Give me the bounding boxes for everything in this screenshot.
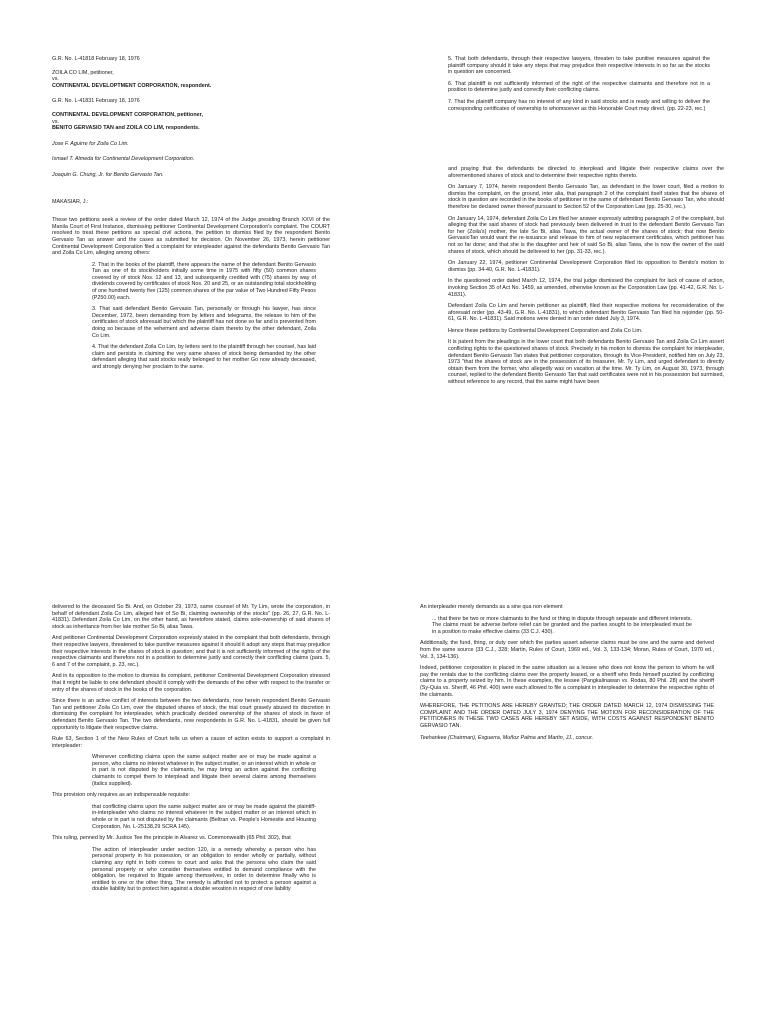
counsel-2: Ismael T. Almeda for Continental Development Corporation. xyxy=(52,156,195,163)
case-1-gr: G.R. No. L-41818 February 18, 1976 xyxy=(52,56,140,62)
right-paragraph-4: On January 22, 1974, petitioner Continental Development Corporation filed its opposition to Benito's motion to dismiss (pp. 34-40, G.R. No. L-41831). xyxy=(448,260,724,273)
case-2-respondent: BENITO GERVASIO TAN and ZOILA CO LIM, respondents. xyxy=(52,125,200,132)
case-1-vs: vs. xyxy=(52,76,59,83)
right-paragraph-1: and praying that the defendants be directed to interplead and litigate their respective claims over the aforementioned shares of stock and to determine their respective rights thereto. xyxy=(448,166,724,179)
case-1-petitioner: ZOILA CO LIM, petitioner, xyxy=(52,69,114,76)
bottom-right-paragraph-2: Indeed, petitioner corporation is placed in the same situation as a lessee who does not know the person to whom he will pay the rentals due to the conflicting claims over the property leased, or a sheriff who finds himself puzzled by conflicting claims to a property seized by him. In these examples, the lessee (Pangkalinawan vs. Rodas, 80 Phil. 28) and the sheriff (Sy-Quia vs. Sheriff, 46 Phil. 400) were each allowed to file a complaint in interpleader to determine the respective rights of the claimants. xyxy=(420,665,714,698)
bottom-left-paragraph-4: Since there is an active conflict of interests between the two defendants, now herein respondent Benito Gervasio Tan and petitioner Zoila Co Lim, over the disputed shares of stock, the trial court gravely abused its discretion in dismissing the complaint for interpleader, which practically decided ownership of the shares of stock in favor of defendant Benito Gervasio Tan. The two defendants, now respondents in G.R. No. L-41831, should be given full opportunity to litigate their respective claims. xyxy=(52,698,330,731)
requisite-intro: This provision only requires as an indispensable requisite: xyxy=(52,792,191,799)
case-2-gr: G.R. No. L-41831 February 18, 1976 xyxy=(52,98,140,105)
right-paragraph-8: It is patent from the pleadings in the lower court that both defendants Benito Gervasio Tan and Zoila Co Lim assert conflicting rights to the questioned shares of stock. Precisely in his motion to dismiss the complaint for interpleader, defendant Benito Gervasio Tan states that petitioner corporation, through its Vice-President, notified him on July 23, 1973 "that the shares of stock are in the possession of its treasurer, Mr. Ty Lim, and urged defendant to directly obtain them from the former, who allegedly was on vacation at the time. Mr. Ty Lim, on August 30, 1973, through counsel, replied to the defendant Benito Gervasio Tan that said certificates were not in his possession but surmised, without reference to any record, that the same might have been xyxy=(448,339,724,386)
lower-left-column xyxy=(52,604,330,898)
requisite-quote: that conflicting claims upon the same subject matter are or may be made against the plaintiff-in-interpleader who claims no interest whatever in the subject matter or an interest which in whole or in part is not disputed by the claimants (Beltran vs. People's Homesite and Housing Corporation, No. L-25138,29 SCRA 145). xyxy=(92,803,316,830)
upper-right-allegations xyxy=(448,56,710,117)
counsel-3: Joaquin G. Chung, Jr. for Benito Gervasio Tan. xyxy=(52,171,164,178)
bottom-right-paragraph-1: Additionally, the fund, thing, or duty over which the parties assert adverse claims must be one and the same and derived from the same source (33 C.J., 328; Martin, Rules of Court, 1969 ed., Vol. 3, 133-134; Moran, Rules of Court, 1970 ed., Vol. 3, 134-136). xyxy=(420,640,714,660)
case-2-vs: vs. xyxy=(52,118,59,125)
upper-right-column xyxy=(448,166,724,391)
case-1-respondent: CONTINENTAL DEVELOPTMENT CORPORATION, respondent. xyxy=(52,82,212,89)
counsel-1: Jose F. Aguirre for Zoila Co Lim. xyxy=(52,140,129,147)
ruling-quote: The action of interpleader under section 120, is a remedy whereby a person who has personal property in his possession, or an obligation to render wholly or partially, without claiming any right in both comes to court and asks that the persons who claim the said personal property or who consider themselves entitled to demand compliance with the obligation, be required to litigate among themselves, in order to determine finally who is entitled to one or the other thing. The remedy is afforded not to protect a person against a double liability but to protect him against a double vexation in respect of one liability xyxy=(92,846,316,893)
allegation-2: 2. That in the books of the plaintiff, there appears the name of the defendant Benito Gervasio Tan as one of its stockholders initially some time in 1975 with fifty (50) common shares covered by of stock Nos. 12 and 13, and subsequently credited with (75) shares by way of dividends covered by certificates of stock Nos. 20 and 25, or an outstanding total stockholding of one hundred twenty five (125) common shares of the par value of Two Hundred Fifty Pesos (P250.00) each. xyxy=(92,261,316,301)
bottom-left-paragraph-2: And petitioner Continental Development Corporation expressly stated in the complaint that both defendants, through their respective lawyers, threatened to take punitive measures against it should it adopt any steps that may prejudice their respective interests in the shares of stock in question; and that it is not sufficiently informed of the rights of the respective claimants and therefore not in a position to determine justly and correctly their conflicting claims (pars. 5, 6 and 7 of the complaint, p. 23, rec.). xyxy=(52,635,330,668)
intro-paragraph: These two petitions seek a review of the order dated March 12, 1974 of the Judge presiding Branch XXVI of the Manila Court of First Instance, dismissing petitioner Continental Development Corporation's complaint. The COURT resolved to treat these petitions as special civil actions, the petition to dismiss filed by the respondent Benito Gervasio Tan as answer and the cases as submitted for decision. On November 26, 1973, herein petitioner Continental Development Corporation filed a complaint for interpleader against the defendants Benito Gervasio Tan and Zoila Co Lim, alleging among others: xyxy=(52,217,330,257)
allegation-6: 6. That plaintiff is not sufficiently informed of the right of the respective claimants and therefore not in a position to determine justly and correctly their conflicting claims. xyxy=(448,80,710,94)
bottom-left-paragraph-3: And in its opposition to the motion to dismiss its complaint, petitioner Continental Development Corporation stressed that it might be liable to one defendant should it comply with the demands of the other with respect to the transfer or entry of the shares of stock in the books of the corporation. xyxy=(52,673,330,693)
interpleader-intro: An interpleader merely demands as a sine qua non element xyxy=(420,604,563,610)
interpleader-quote: ... that there be two or more claimants to the fund or thing in dispute through separate and different interests. The claims must be adverse before relief can be granted and the parties sought to be interpleaded must be in a position to make effective claims (33 C.J. 430). xyxy=(432,615,692,635)
allegation-5: 5. That both defendants, through their respective lawyers, threaten to take punitive measures against the plaintiff company should it take any steps that may prejudice their respective interests in so far as the stocks in question are concerned. xyxy=(448,56,710,76)
allegation-3: 3. That said defendant Benito Gervasio Tan, personally or through his lawyer, has since December, 1972, been demanding from by letters and telegrams, the release to him of the certificates of stock aforesaid but which the plaintiff has not done so far and is prevented from doing so because of the vehement and adverse claim thereto by the other defendant, Zoila Co Lim. xyxy=(92,306,316,339)
right-paragraph-6: Defendant Zoila Co Lim and herein petitioner as plaintiff, filed their respective motions for reconsideration of the aforesaid order (pp. 43-49, G.R. No. L-41831), to which defendant Benito Gervasio Tan filed his rejoinder (pp. 50-61, G.R. No. L-41831). Said motions were denied in an order dated July 3, 1974. xyxy=(448,303,724,323)
ponente: MAKASIAR, J.: xyxy=(52,198,89,205)
dispositive-portion: WHEREFORE, THE PETITIONS ARE HEREBY GRANTED; THE ORDER DATED MARCH 12, 1974 DISMISSING THE COMPLAINT AND THE ORDER DATED JULY 3, 1974 DENYING THE MOTION FOR RECONSIDERATION OF THE PETITIONERS IN THESE TWO CASES ARE HEREBY SET ASIDE, WITH COSTS AGAINST RESPONDENT BENITO GERVASIO TAN. xyxy=(420,703,714,729)
right-paragraph-5: In the questioned order dated March 12, 1974, the trial judge dismissed the complaint for lack of cause of action, invoking Section 35 of Act No. 1459, as amended, otherwise known as the Corporation Law (pp. 41-42, G.R. No. L-41831). xyxy=(448,278,724,298)
lower-right-column xyxy=(420,604,714,746)
ruling-intro: This ruling, penned by Mr. Justice Tee the principle in Alvarez vs. Commonwealth (65 Phil. 302), that xyxy=(52,835,291,842)
concurrence: Teehankee (Chairman), Esguerra, Muñoz Palma and Martin, JJ., concur. xyxy=(420,734,594,741)
right-paragraph-2: On January 7, 1974, herein respondent Benito Gervasio Tan, as defendant in the lower court, filed a motion to dismiss the complaint, on the ground, inter alia, that paragraph 2 of the complaint itself states that the shares of stock in question are recorded in the books of petitioner in the same of defendant Benito Gervasio Tan, who should therefore be declared owner thereof pursuant to Section 52 of the Corporation Law (pp. 25-30, rec.). xyxy=(448,184,724,210)
right-paragraph-3: On January 14, 1974, defendant Zoila Co Lim filed her answer expressly admiting paragraph 2 of the complaint, but alleging that the said shares of stock had previously been delivered in trust to the defendant Benito Gervasio Tan for her (Zoila's) mother, the late So Bi, alias Tawa, the actual owner of the shares of stock; that now Benito GervasioTan would want the re-issuance and release to him of new replacement certificates, which petitioner has not so far done; and that she is the daughter and heir of said So Bi, alias Tawa, she is now the owner of the said shares of stock, which should be delivered to her (pp. 31-33, rec.). xyxy=(448,215,724,255)
bottom-left-paragraph-1: delivered to the deceased So Bi. And, on October 29, 1973, same counsel of Mr. Ty Lim, wrote the corporation, in behalf of defendant Zoila Co Lim, alleged heir of So Bi, claiming ownership of the stocks" (pp. 26, 27, G.R. No. L-41831). Defendant Zoila Co Lim, on the other hand, as heretofore stated, claims sole-ownership of said shares of stock as inheritance from her late mother So Bi, alias Tawa. xyxy=(52,604,330,630)
right-paragraph-7: Hence these petitions by Continental Development Corporation and Zoila Co Lim. xyxy=(448,327,643,334)
upper-left-column xyxy=(52,56,330,376)
rule-63-quote: Whenever conflicting claims upon the same subject matter are or may be made against a person, who claims no interest whatever in the subject matter, or an interest which in whole or in part is not disputed by the claimants, he may bring an action against the conflicting claimants to compel them to interplead and litigate their several claims among themselves (italics supplied). xyxy=(92,754,316,787)
allegation-7: 7. That the plaintiff company has no interest of any kind in said stocks and is ready and willing to deliver the corresponding certificates of ownership to whomsoever as this Honorable Court may direct. (pp. 22-23, rec.) xyxy=(448,98,710,112)
case-2-petitioner: CONTINENTAL DEVELOPMENT CORPORATION, petitioner, xyxy=(52,111,203,118)
bottom-left-paragraph-5: Rule 63, Section 1 of the New Rules of Court tells us when a cause of action exists to support a complaint in interpleader: xyxy=(52,736,330,749)
allegation-4: 4. That the defendant Zoila Co Lim, by letters sent to the plaintiff through her counsel, has laid claim and persists in claiming the very same shares of stock being demanded by the other defendant alleging that said stocks really belonged to her mother Go now already deceased, and strongly denying her proclaim to the same. xyxy=(92,344,316,370)
